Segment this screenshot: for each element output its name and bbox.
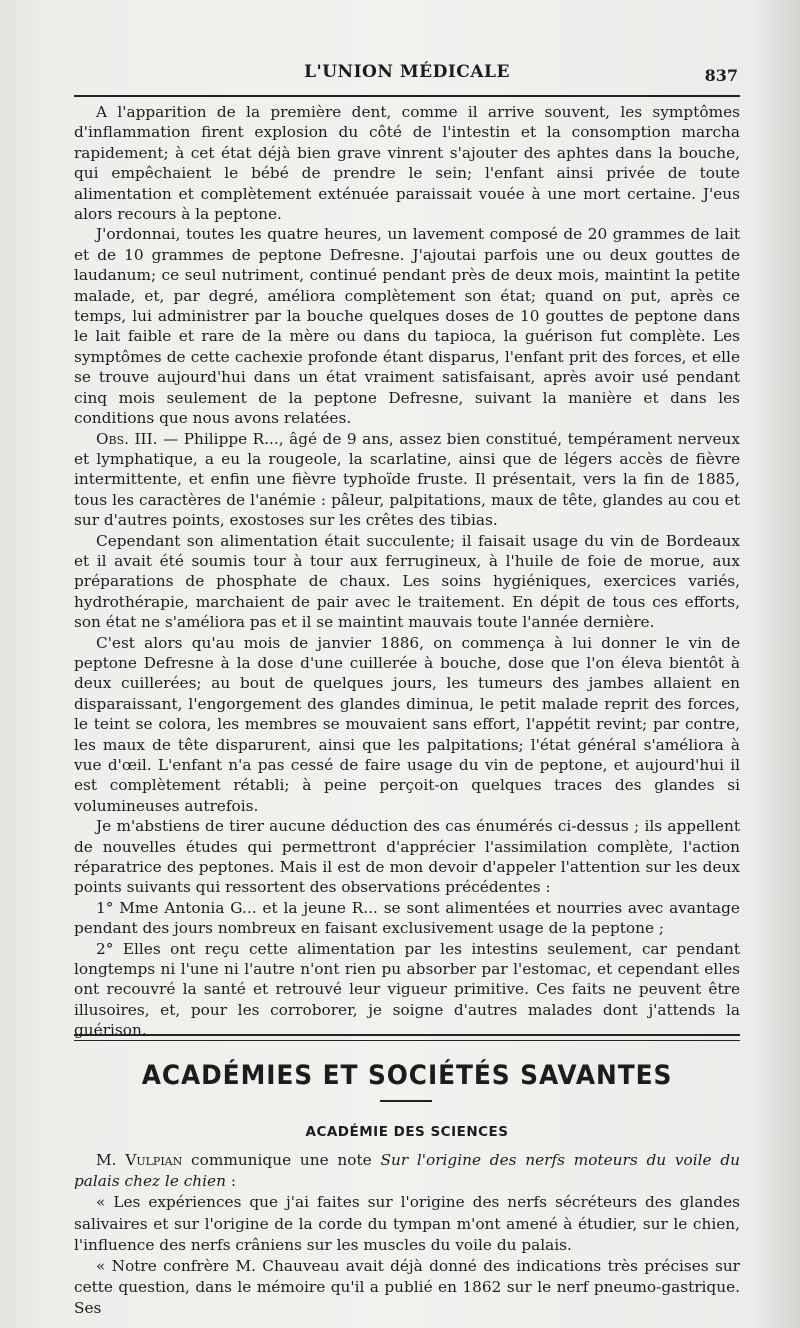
page-header (74, 62, 740, 92)
page-number: 837 (704, 66, 738, 85)
paragraph: Cependant son alimentation était succulente; il faisait usage du vin de Bordeaux et il avait été soumis tour à tour aux ferrugineux, à l'huile de foie de morue, aux préparations de phosphate de chaux. Les soins hygiéniques, exercices variés, hydrothérapie, marchaient de pair avec le traitement. En dépit de tous ces efforts, son état ne s'améliora pas et il se maintint mauvais toute l'année dernière. (74, 531, 740, 632)
observation-label: Obs. III. (96, 429, 158, 448)
header-rule (74, 95, 740, 97)
academy-report (74, 1150, 740, 1320)
paragraph: A l'apparition de la première dent, comme il arrive souvent, les symptômes d'inflammation firent explosion du côté de l'intestin et la consomption marcha rapidement; à cet état déjà bien grave vinrent s'ajouter des aphtes dans la bouche, qui empêchaient le bébé de prendre le sein; l'enfant ainsi privée de toute alimentation et complètement exténuée paraissait vouée à une mort certaine. J'eus alors recours à la peptone. (74, 103, 740, 224)
paragraph: Je m'abstiens de tirer aucune déduction des cas énumérés ci-dessus ; ils appellent de nouvelles études qui permettront d'apprécier l'assimilation complète, l'action réparatrice des peptones. Mais il est de mon devoir d'appeler l'attention sur les deux points suivants qui ressortent des observations précédentes : (74, 817, 740, 897)
observation-paragraph (74, 429, 740, 531)
quotation-paragraph: « Les expériences que j'ai faites sur l'origine des nerfs sécréteurs des glandes salivaires et sur l'origine de la corde du tympan m'ont amené à étudier, sur le chien, l'influence des nerfs crâniens sur les muscles du voile du palais. (74, 1193, 740, 1254)
list-item: 2° Elles ont reçu cette alimentation par les intestins seulement, car pendant longtemps ni l'une ni l'autre n'ont rien pu absorber par l'estomac, et cependant elles ont recouvré la santé et retrouvé leur vigueur primitive. Ces faits ne peuvent être illusoires, et, pour les corroborer, je soigne d'autres malades dont j'attends la guérison. (74, 939, 740, 1040)
observation-text: — Philippe R..., âgé de 9 ans, assez bien constitué, tempérament nerveux et lymphatique, a eu la rougeole, la scarlatine, ainsi que de légers accès de fièvre intermittente, et enfin une fièvre typhoïde fruste. Il présentait, vers la fin de 1885, tous les caractères de l'anémie : pâleur, palpitations, maux de tête, glandes au cou et sur d'autres points, exostoses sur les crêtes des tibias. (74, 429, 741, 530)
subsection-title: ACADÉMIE DES SCIENCES (305, 1124, 509, 1140)
title-underline (380, 1100, 432, 1102)
section-title: ACADÉMIES ET SOCIÉTÉS SAVANTES (141, 1060, 673, 1091)
paragraph: J'ordonnai, toutes les quatre heures, un lavement composé de 20 grammes de lait et de 10 grammes de peptone Defresne. J'ajoutai parfois une ou deux gouttes de laudanum; ce seul nutriment, continué pendant près de deux mois, maintint la petite malade, et, par degré, améliora complètement son état; quand on put, après ce temps, lui administrer par la bouche quelques doses de 10 gouttes de peptone dans le lait faible et rare de la mère ou dans du tapioca, la guérison fut complète. Les symptômes de cette cachexie profonde étant disparus, l'enfant prit des forces, et elle se trouve aujourd'hui dans un état vraiment satisfaisant, après avoir usé pendant cinq mois seulement de la peptone Defresne, suivant la manière et dans les conditions que nous avons relatées. (74, 225, 740, 428)
list-item: 1° Mme Antonia G... et la jeune R... se sont alimentées et nourries avec avantage pendant des jours nombreux en faisant exclusivement usage de la peptone ; (74, 898, 740, 938)
article-body (74, 102, 740, 1041)
note-title: Sur l'origine des nerfs moteurs du voile du palais chez le chien (74, 1151, 741, 1191)
paragraph: C'est alors qu'au mois de janvier 1886, on commença à lui donner le vin de peptone Defresne à la dose d'une cuillerée à bouche, dose que l'on éleva bientôt à deux cuillerées; au bout de quelques jours, les tumeurs des jambes allaient en disparaissant, l'engorgement des glandes diminua, le petit malade reprit des forces, le teint se colora, les membres se mouvaient sans effort, l'appétit revint; par contre, les maux de tête disparurent, ainsi que les palpitations; l'état général s'améliora à vue d'œil. L'enfant n'a pas cessé de faire usage du vin de peptone, et aujourd'hui il est complètement rétabli; à peine perçoit-on quelques traces des glandes si volumineuses autrefois. (74, 633, 740, 815)
report-intro: M. Vulpian communique une note Sur l'origine des nerfs moteurs du voile du palais chez le chien : (74, 1151, 741, 1191)
section-divider (74, 1034, 740, 1041)
speaker-name: Vulpian (125, 1151, 183, 1169)
quotation-paragraph: « Notre confrère M. Chauveau avait déjà donné des indications très précises sur cette question, dans le mémoire qu'il a publié en 1862 sur le nerf pneumo-gastrique. Ses (74, 1257, 740, 1318)
running-title: L'UNION MÉDICALE (304, 62, 510, 82)
